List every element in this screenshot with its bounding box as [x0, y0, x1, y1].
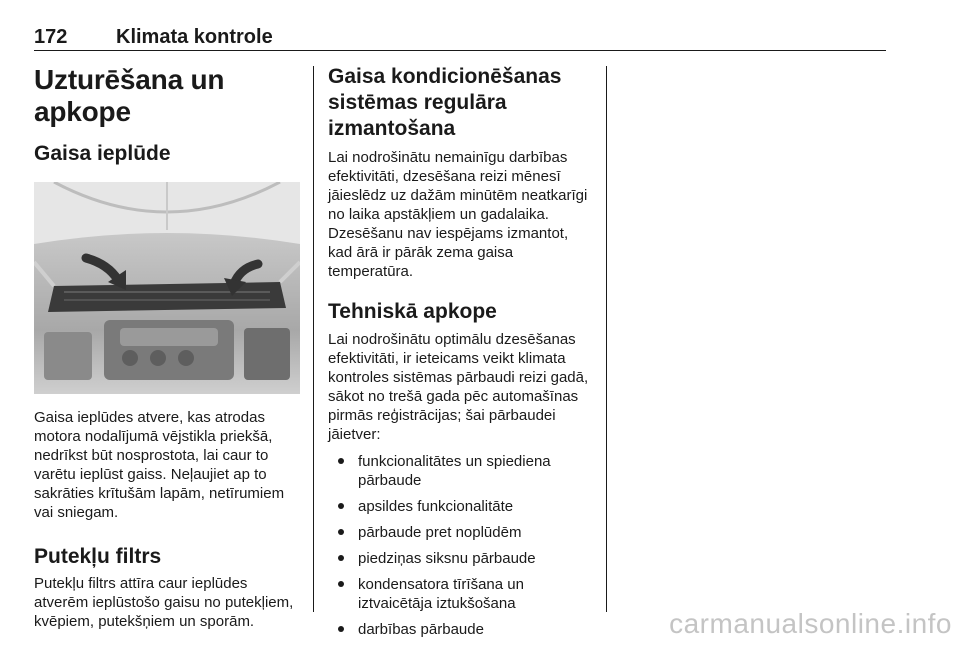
- bullet-dot-icon: [338, 581, 344, 587]
- engine-bay-illustration: [34, 182, 300, 394]
- list-item-text: piedziņas siksnu pārbaude: [358, 550, 536, 567]
- column-divider: [313, 66, 314, 612]
- page-header: [34, 22, 886, 51]
- list-item: [328, 523, 594, 542]
- list-item-text: apsildes funkcionalitāte: [358, 498, 514, 515]
- list-item: [328, 549, 594, 568]
- engine-bay-photo: [34, 182, 300, 394]
- bullet-dot-icon: [338, 555, 344, 561]
- filter-heading: Putekļu filtrs: [34, 545, 162, 568]
- list-item: [328, 452, 594, 490]
- check-list: [328, 452, 594, 639]
- left-column: [34, 64, 300, 631]
- list-item-text: darbības pārbaude: [358, 621, 484, 638]
- chapter-title: Klimata kontrole: [116, 26, 273, 48]
- ac-heading: Gaisa kondicionēšanas sistēmas regulāra izmantošana: [328, 65, 562, 140]
- watermark: carmanualsonline.info: [669, 608, 952, 639]
- column-divider: [606, 66, 607, 612]
- list-item: [328, 575, 594, 613]
- bullet-dot-icon: [338, 626, 344, 632]
- list-item: [328, 497, 594, 516]
- service-heading: Tehniskā apkope: [328, 300, 497, 323]
- service-paragraph: Lai nodrošinātu optimālu dzesēšanas efektivitāti, ir ieteicams veikt klimata kontroles sistēmas pārbaudi reizi gadā, sākot no trešā gada pēc automašīnas pirmās reģistrācijas; šai pārbaudei jāietver:: [328, 331, 589, 443]
- intake-paragraph: Gaisa ieplūdes atvere, kas atrodas motora nodalījumā vējstikla priekšā, nedrīkst būt nosprostota, lai caur to varētu ieplūst gaiss. Neļaujiet ap to sakrāties krītušām lapām, netīrumiem vai sniegam.: [34, 409, 285, 521]
- list-item-text: kondensatora tīrīšana un iztvaicētāja iztukšošana: [358, 576, 524, 612]
- page-number: 172: [34, 26, 68, 48]
- bullet-dot-icon: [338, 458, 344, 464]
- list-item: [328, 620, 594, 639]
- bullet-dot-icon: [338, 529, 344, 535]
- section-title: Uzturēšana un apkope: [34, 64, 225, 127]
- middle-column: [328, 64, 594, 646]
- intake-heading: Gaisa ieplūde: [34, 142, 171, 165]
- list-item-text: pārbaude pret noplūdēm: [358, 524, 522, 541]
- bullet-dot-icon: [338, 503, 344, 509]
- ac-paragraph: Lai nodrošinātu nemainīgu darbības efektivitāti, dzesēšana reizi mēnesī jāieslēdz uz dažām minūtēm neatkarīgi no laika apstākļiem un gadalaika. Dzesēšanu nav iespējams izmantot, kad ārā ir pārāk zema gaisa temperatūra.: [328, 149, 588, 280]
- filter-paragraph: Putekļu filtrs attīra caur ieplūdes atverēm ieplūstošo gaisu no putekļiem, kvēpiem, putekšņiem un sporām.: [34, 575, 294, 630]
- list-item-text: funkcionalitātes un spiediena pārbaude: [358, 453, 551, 489]
